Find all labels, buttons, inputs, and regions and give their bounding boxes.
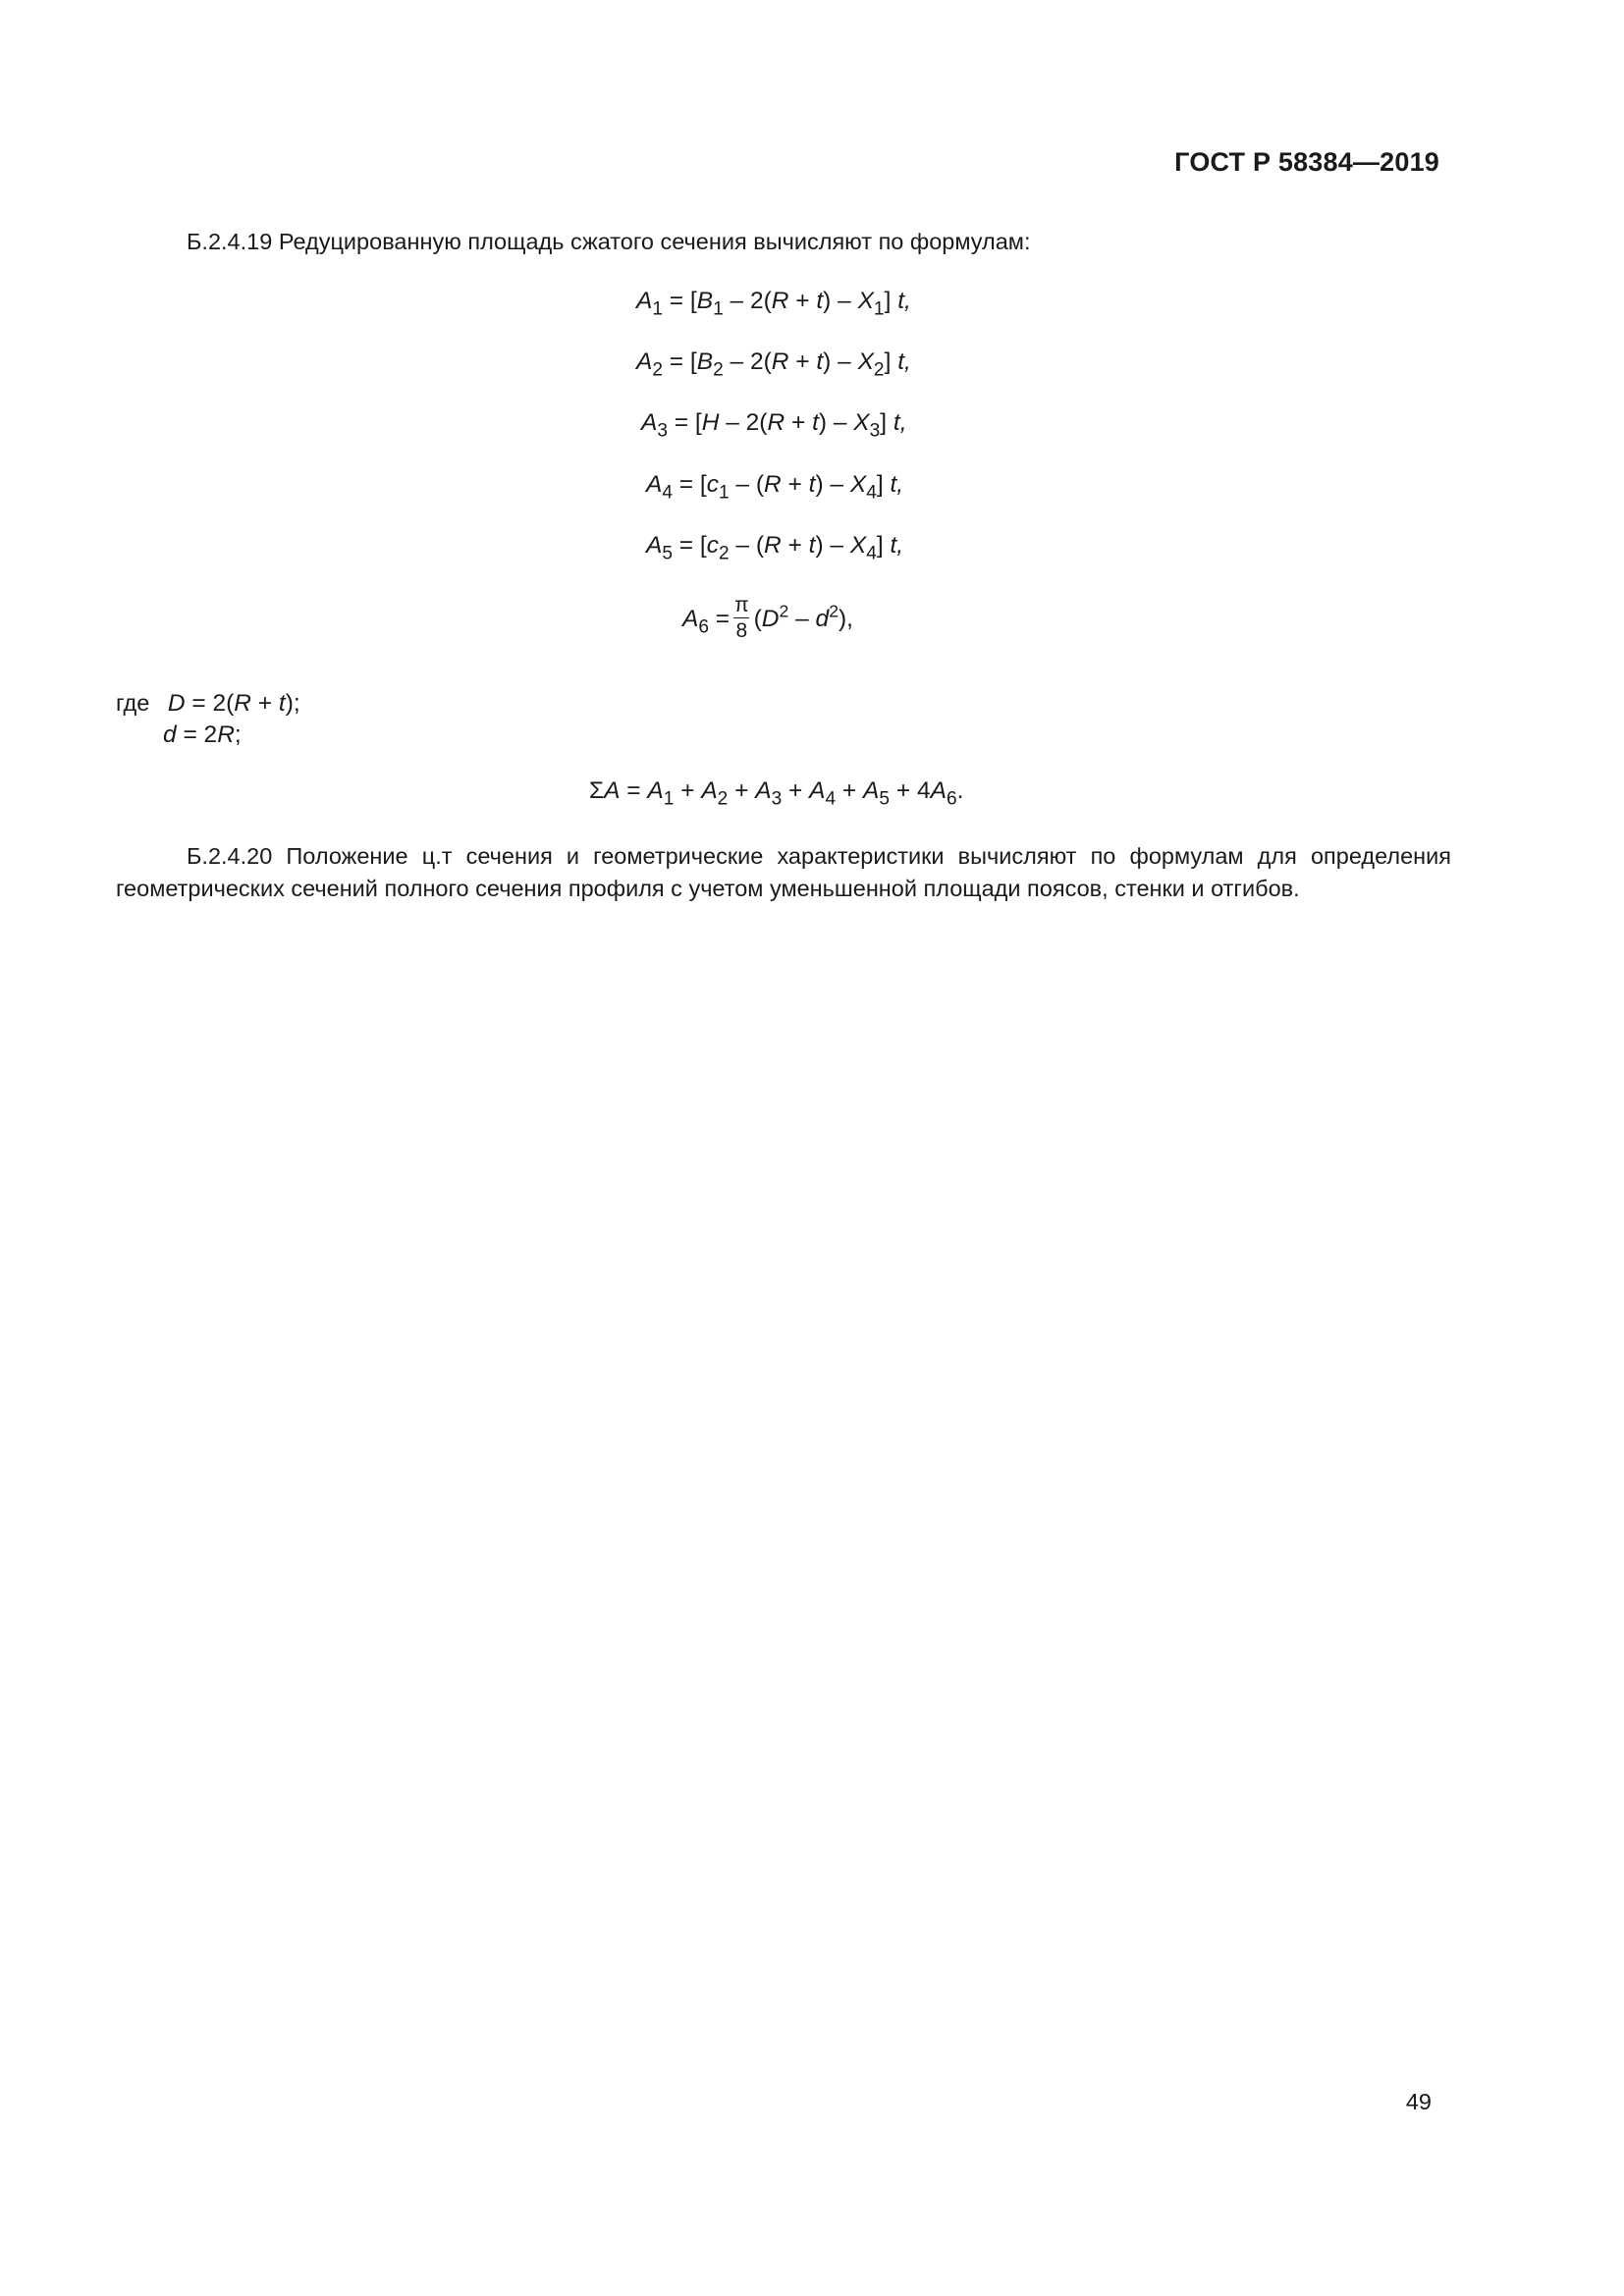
definition-D: D = 2(R + t);: [167, 690, 300, 717]
formula-a2: $A_2 = [B_2 - 2(R + t) - X_2]$ t,: [636, 348, 911, 381]
definition-d: d = 2R;: [163, 721, 242, 748]
page-number: 49: [1405, 2089, 1432, 2114]
where-definitions: [116, 687, 300, 751]
formula-sum-a: $\Sigma A = A_1 + A_2 + A_3 + A_4 + A_5 + 4A_6$.: [589, 777, 964, 810]
formula-a4: $A_4 = [c_1 - (R + t) - X_4]$ t,: [646, 471, 904, 504]
section-b-2-4-19: Б.2.4.19 Редуцированную площадь сжатого сечения вычисляют по формулам:: [187, 229, 1031, 254]
formula-a3: $A_3 = [H - 2(R + t) - X_3]$ t,: [641, 409, 907, 442]
section-b-2-4-20: Б.2.4.20 Положение ц.т сечения и геометрические характеристики вычисляют по формулам для определения геометрических сечений полного сечения профиля с учетом уменьшенной площади поясов, стенки и отгибов.: [116, 843, 1451, 901]
document-code-header: ГОСТ Р 58384—2019: [1174, 147, 1439, 177]
formula-a1: $A_1 = [B_1 - 2(R + t) - X_1]$ t,: [636, 288, 911, 320]
formula-a5: $A_5 = [c_2 - (R + t) - X_4]$ t,: [646, 532, 904, 564]
fraction-pi-over-8: $\frac{\pi}{8}$: [734, 594, 749, 642]
where-label: где: [116, 690, 150, 716]
formula-a6: $A_6$ = $\frac{\pi}{8}$ $(D^2 - d^2)$,: [682, 594, 853, 642]
